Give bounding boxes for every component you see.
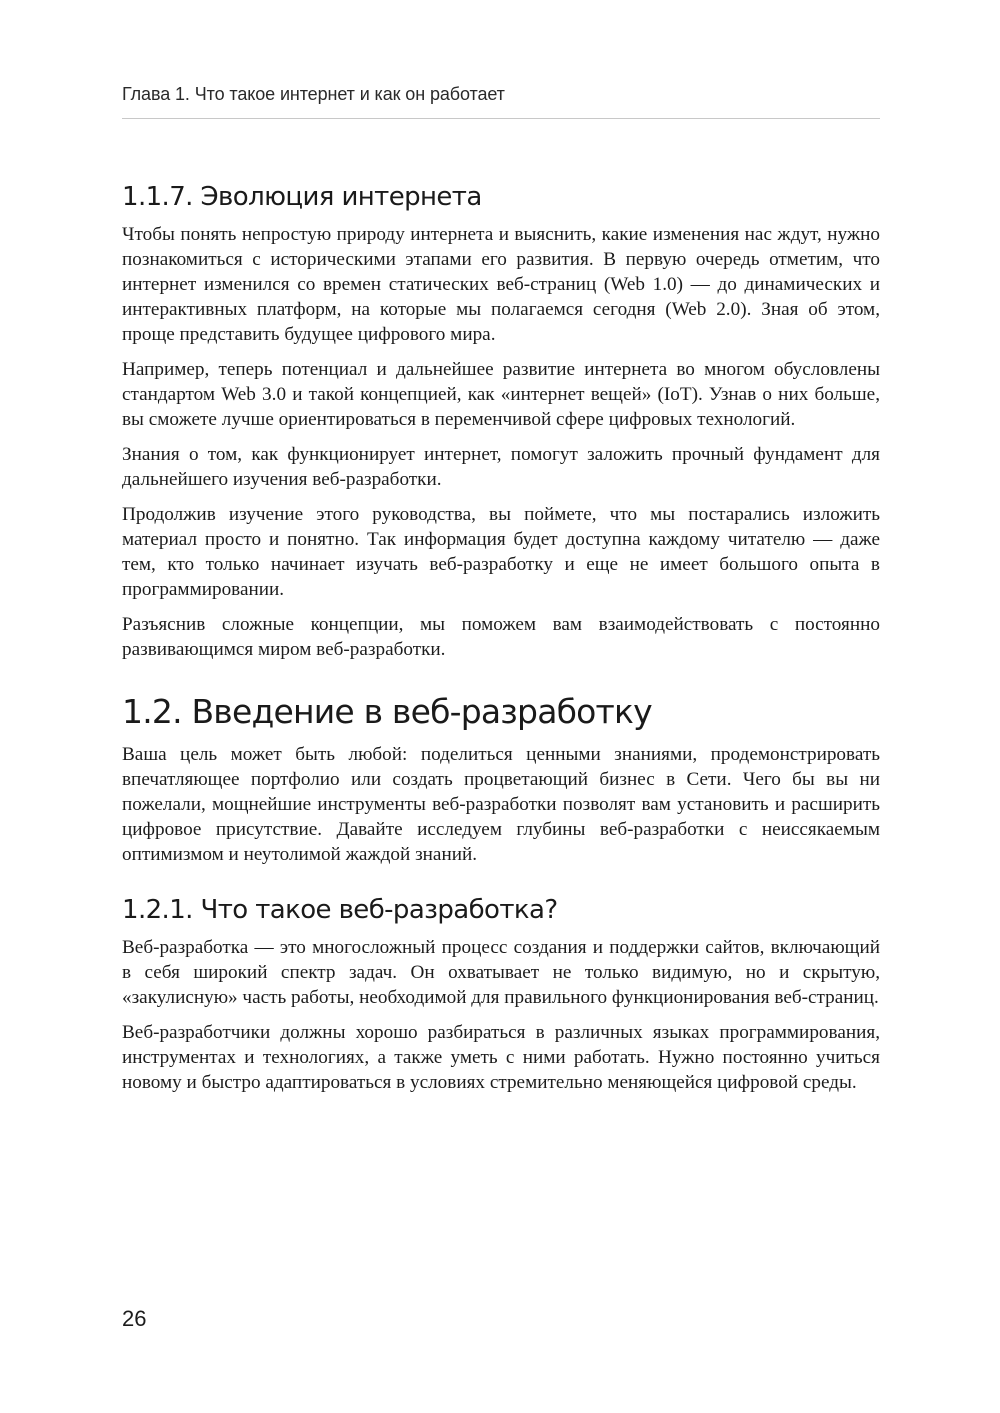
paragraph: Продолжив изучение этого руководства, вы поймете, что мы постарались изложить материал просто и понятно. Так информация будет доступна каждому читателю — даже тем, кто только начинает изучать веб-разработку и еще не имеет большого опыта в программировании.	[122, 504, 880, 600]
paragraph: Веб-разработчики должны хорошо разбираться в различных языках программирования, инструментах и технологиях, а также уметь с ними работать. Нужно постоянно учиться новому и быстро адаптироваться в условиях стремительно меняющейся цифровой среды.	[122, 1022, 880, 1093]
paragraph: Ваша цель может быть любой: поделиться ценными знаниями, продемонстрировать впечатляющее портфолио или создать процветающий бизнес в Сети. Чего бы вы ни пожелали, мощнейшие инструменты веб-разработки позволят вам установить и расширить цифровое присутствие. Давайте исследуем глубины веб-разработки с неиссякаемым оптимизмом и неутолимой жаждой знаний.	[122, 744, 880, 865]
section-heading-1-2: 1.2. Введение в веб-разработку	[122, 692, 652, 731]
paragraph: Например, теперь потенциал и дальнейшее развитие интернета во многом обусловлены стандартом Web 3.0 и такой концепцией, как «интернет вещей» (IoT). Узнав о них больше, вы сможете лучше ориентироваться в переменчивой сфере цифровых технологий.	[122, 359, 880, 430]
paragraph: Знания о том, как функционирует интернет, помогут заложить прочный фундамент для дальнейшего изучения веб-разработки.	[122, 444, 880, 490]
paragraph: Веб-разработка — это многосложный процесс создания и поддержки сайтов, включающий в себя широкий спектр задач. Он охватывает не только видимую, но и скрытую, «закулисную» часть работы, необходимой для правильного функционирования веб-страниц.	[122, 937, 880, 1008]
page-number: 26	[122, 1306, 147, 1331]
page-content	[122, 176, 880, 1105]
section-heading-1-1-7: 1.1.7. Эволюция интернета	[122, 182, 482, 212]
paragraph: Чтобы понять непростую природу интернета и выяснить, какие изменения нас ждут, нужно познакомиться с историческими этапами его развития. В первую очередь отметим, что интернет изменился со времен статических веб-страниц (Web 1.0) — до динамических и интерактивных платформ, на которые мы полагаемся сегодня (Web 2.0). Зная об этом, проще представить будущее цифрового мира.	[122, 224, 880, 345]
section-heading-1-2-1: 1.2.1. Что такое веб-разработка?	[122, 895, 558, 925]
paragraph: Разъяснив сложные концепции, мы поможем вам взаимодействовать с постоянно развивающимся миром веб-разработки.	[122, 614, 880, 660]
header-divider	[122, 118, 880, 119]
running-head: Глава 1. Что такое интернет и как он работает	[122, 84, 505, 104]
